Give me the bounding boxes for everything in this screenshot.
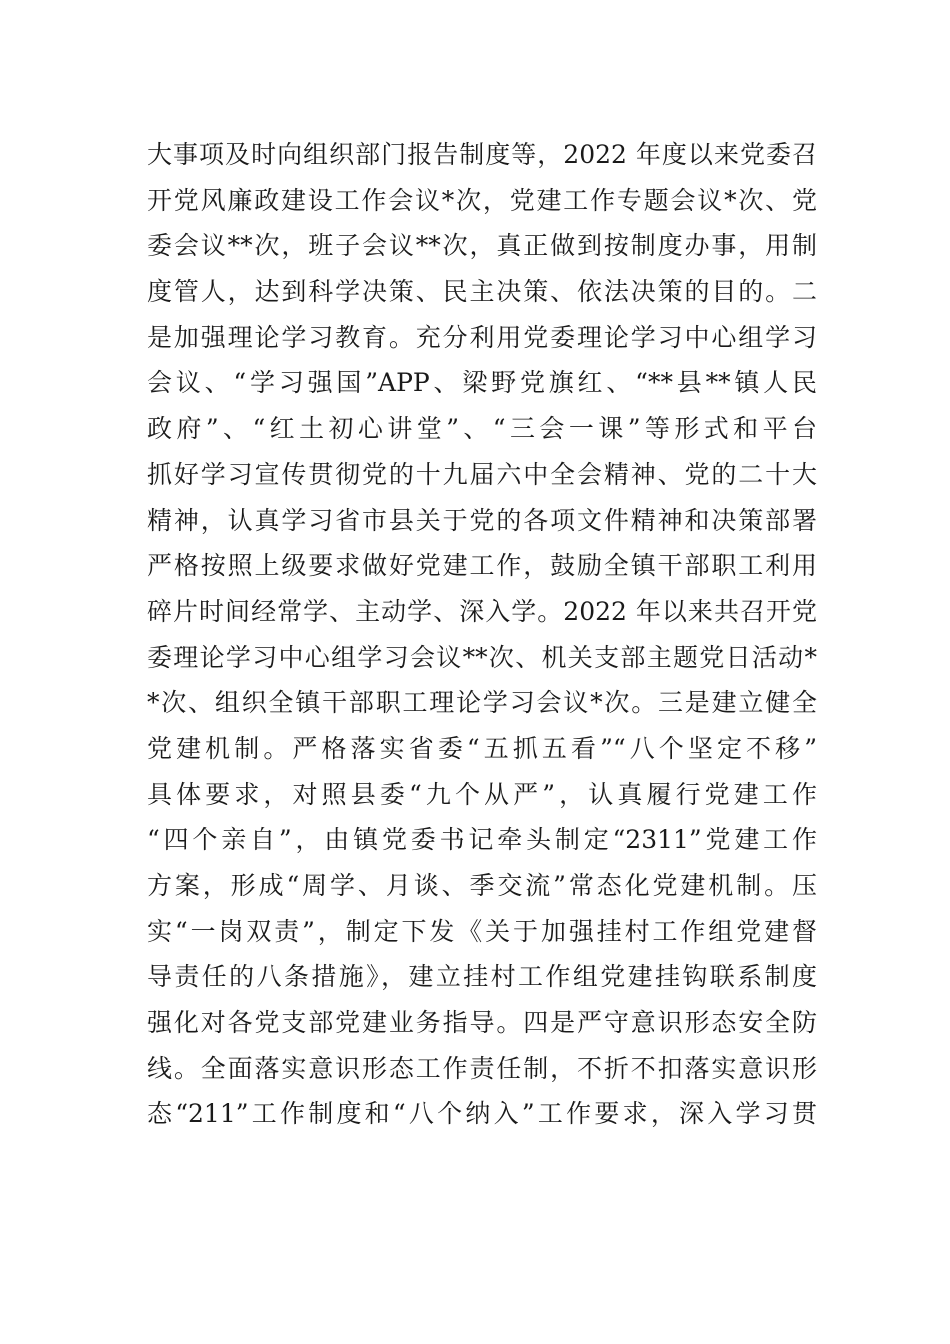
- text-line: 会议、“学习强国”APP、梁野党旗红、“**县**镇人民: [147, 368, 817, 398]
- text-line: 严格按照上级要求做好党建工作，鼓励全镇干部职工利用: [147, 551, 817, 581]
- text-line: 政府”、“红土初心讲堂”、“三会一课”等形式和平台: [147, 414, 817, 444]
- text-line: *次、组织全镇干部职工理论学习会议*次。三是建立健全: [147, 688, 817, 718]
- text-line: 是加强理论学习教育。充分利用党委理论学习中心组学习: [147, 322, 817, 352]
- text-line: 委理论学习中心组学习会议**次、机关支部主题党日活动*: [147, 642, 817, 672]
- text-line: 开党风廉政建设工作会议*次，党建工作专题会议*次、党: [147, 185, 817, 215]
- text-line: 实“一岗双责”，制定下发《关于加强挂村工作组党建督: [147, 916, 817, 946]
- text-line: 度管人，达到科学决策、民主决策、依法决策的目的。二: [147, 277, 817, 307]
- text-line: 抓好学习宣传贯彻党的十九届六中全会精神、党的二十大: [147, 459, 817, 489]
- text-line: 导责任的八条措施》，建立挂村工作组党建挂钩联系制度: [147, 962, 817, 992]
- text-line: 线。全面落实意识形态工作责任制，不折不扣落实意识形: [147, 1053, 817, 1083]
- text-line: 具体要求，对照县委“九个从严”，认真履行党建工作: [147, 779, 817, 809]
- text-line: 碎片时间经常学、主动学、深入学。2022 年以来共召开党: [147, 596, 817, 626]
- text-line: 委会议**次，班子会议**次，真正做到按制度办事，用制: [147, 231, 817, 261]
- text-line: 强化对各党支部党建业务指导。四是严守意识形态安全防: [147, 1008, 817, 1038]
- text-line: “四个亲自”，由镇党委书记牵头制定“2311”党建工作: [147, 825, 817, 855]
- text-line: 方案，形成“周学、月谈、季交流”常态化党建机制。压: [147, 871, 817, 900]
- body-text: [147, 132, 817, 1137]
- text-line: 大事项及时向组织部门报告制度等，2022 年度以来党委召: [147, 140, 817, 169]
- text-line: 党建机制。严格落实省委“五抓五看”“八个坚定不移”: [147, 733, 817, 763]
- text-line: 态“211”工作制度和“八个纳入”工作要求，深入学习贯: [147, 1099, 817, 1129]
- text-line: 精神，认真学习省市县关于党的各项文件精神和决策部署: [147, 505, 817, 535]
